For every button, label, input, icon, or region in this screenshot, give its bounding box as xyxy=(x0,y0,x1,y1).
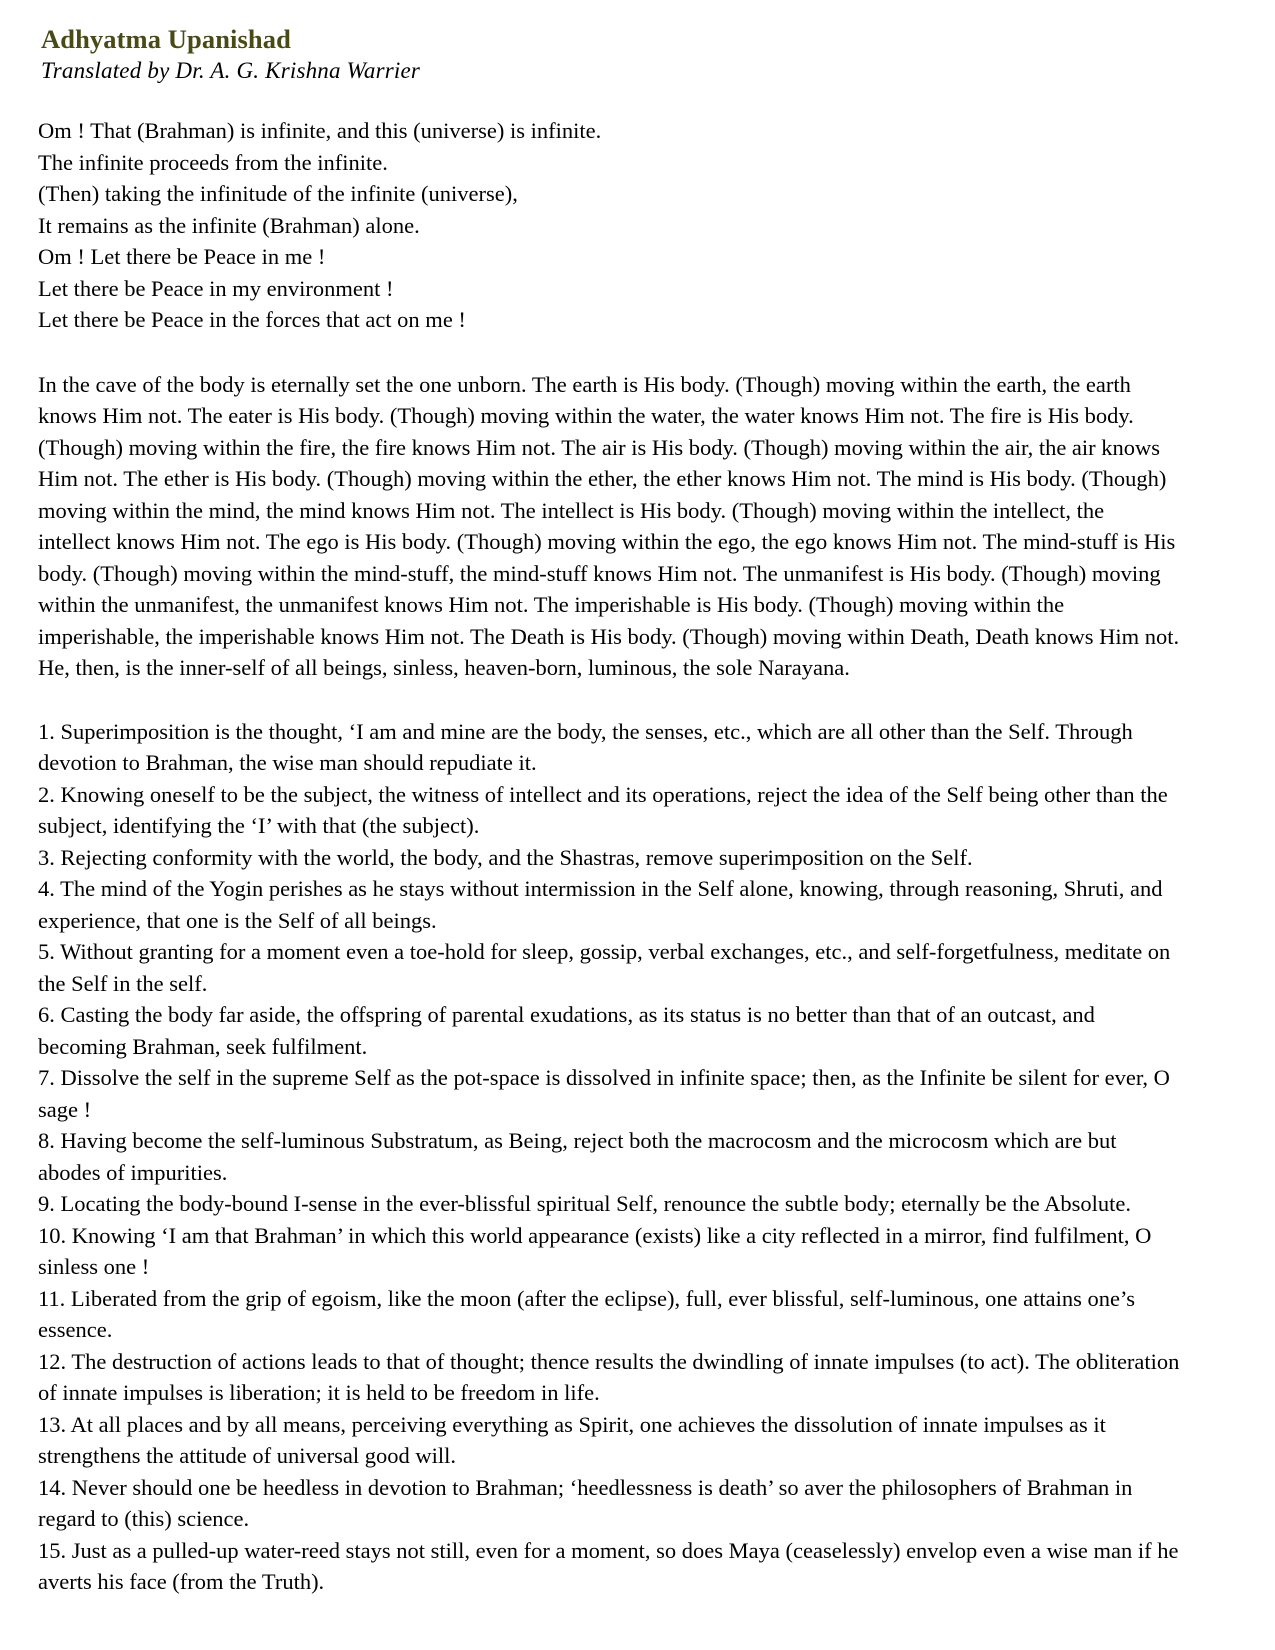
verse-item: 4. The mind of the Yogin perishes as he stays without intermission in the Self alone, knowing, through reasoning, Shruti, and experience, that one is the Self of all beings. xyxy=(38,876,1163,933)
verse-item: 8. Having become the self-luminous Substratum, as Being, reject both the macrocosm and the microcosm which are but abodes of impurities. xyxy=(38,1128,1117,1185)
page-title: Adhyatma Upanishad xyxy=(41,24,291,54)
verse-item: 9. Locating the body-bound I-sense in the ever-blissful spiritual Self, renounce the subtle body; eternally be the Absolute. xyxy=(38,1191,1132,1217)
verse-item: 13. At all places and by all means, perceiving everything as Spirit, one achieves the dissolution of innate impulses as it strengthens the attitude of universal good will. xyxy=(38,1411,1106,1469)
invocation-line: Om ! That (Brahman) is infinite, and this (universe) is infinite. xyxy=(38,118,602,144)
verse-item: 7. Dissolve the self in the supreme Self as the pot-space is dissolved in infinite space; then, as the Infinite be silent for ever, O sage ! xyxy=(38,1065,1170,1122)
invocation-line: The infinite proceeds from the infinite. xyxy=(38,149,388,175)
verse-item: 10. Knowing ‘I am that Brahman’ in which this world appearance (exists) like a city reflected in a mirror, find fulfilment, O sinless one ! xyxy=(38,1222,1152,1280)
invocation-block xyxy=(38,115,1180,336)
verse-item: 5. Without granting for a moment even a toe-hold for sleep, gossip, verbal exchanges, etc., and self-forgetfulness, meditate on the Self in the self. xyxy=(38,939,1171,996)
invocation-line: Om ! Let there be Peace in me ! xyxy=(38,244,326,270)
translator-credit: Translated by Dr. A. G. Krishna Warrier xyxy=(41,58,421,84)
opening-paragraph: In the cave of the body is eternally set the one unborn. The earth is His body. (Though) moving within the earth, the earth knows Him not. The eater is His body. (Though) moving within the water, the water knows Him not. The fire is His body. (Though) moving within the fire, the fire knows Him not. The air is His body. (Though) moving within the air, the air knows Him not. The ether is His body. (Though) moving within the ether, the ether knows Him not. The mind is His body. (Though) moving within the mind, the mind knows Him not. The intellect is His body. (Though) moving within the intellect, the intellect knows Him not. The ego is His body. (Though) moving within the ego, the ego knows Him not. The mind-stuff is His body. (Though) moving within the mind-stuff, the mind-stuff knows Him not. The unmanifest is His body. (Though) moving within the unmanifest, the unmanifest knows Him not. The imperishable is His body. (Though) moving within the imperishable, the imperishable knows Him not. The Death is His body. (Though) moving within Death, Death knows Him not. He, then, is the inner-self of all beings, sinless, heaven-born, luminous, the sole Narayana. xyxy=(38,371,1180,681)
verse-list xyxy=(38,716,1180,1598)
invocation-line: Let there be Peace in my environment ! xyxy=(38,275,394,301)
verse-item: 6. Casting the body far aside, the offspring of parental exudations, as its status is no better than that of an outcast, and becoming Brahman, seek fulfilment. xyxy=(38,1002,1095,1059)
verse-item: 14. Never should one be heedless in devotion to Brahman; ‘heedlessness is death’ so aver the philosophers of Brahman in regard to (this) science. xyxy=(38,1474,1133,1532)
invocation-line: (Then) taking the infinitude of the infinite (universe), xyxy=(38,181,518,207)
verse-item: 1. Superimposition is the thought, ‘I am and mine are the body, the senses, etc., which are all other than the Self. Through devotion to Brahman, the wise man should repudiate it. xyxy=(38,718,1133,776)
verse-item: 11. Liberated from the grip of egoism, like the moon (after the eclipse), full, ever blissful, self-luminous, one attains one’s essence. xyxy=(38,1285,1135,1343)
invocation-line: It remains as the infinite (Brahman) alone. xyxy=(38,212,420,238)
verse-item: 15. Just as a pulled-up water-reed stays not still, even for a moment, so does Maya (ceaselessly) envelop even a wise man if he averts his face (from the Truth). xyxy=(38,1537,1179,1595)
verse-item: 2. Knowing oneself to be the subject, the witness of intellect and its operations, reject the idea of the Self being other than the subject, identifying the ‘I’ with that (the subject). xyxy=(38,781,1168,839)
invocation-line: Let there be Peace in the forces that act on me ! xyxy=(38,307,466,333)
verse-item: 12. The destruction of actions leads to that of thought; thence results the dwindling of innate impulses (to act). The obliteration of innate impulses is liberation; it is held to be freedom in life. xyxy=(38,1348,1180,1406)
verse-item: 3. Rejecting conformity with the world, the body, and the Shastras, remove superimposition on the Self. xyxy=(38,844,973,870)
